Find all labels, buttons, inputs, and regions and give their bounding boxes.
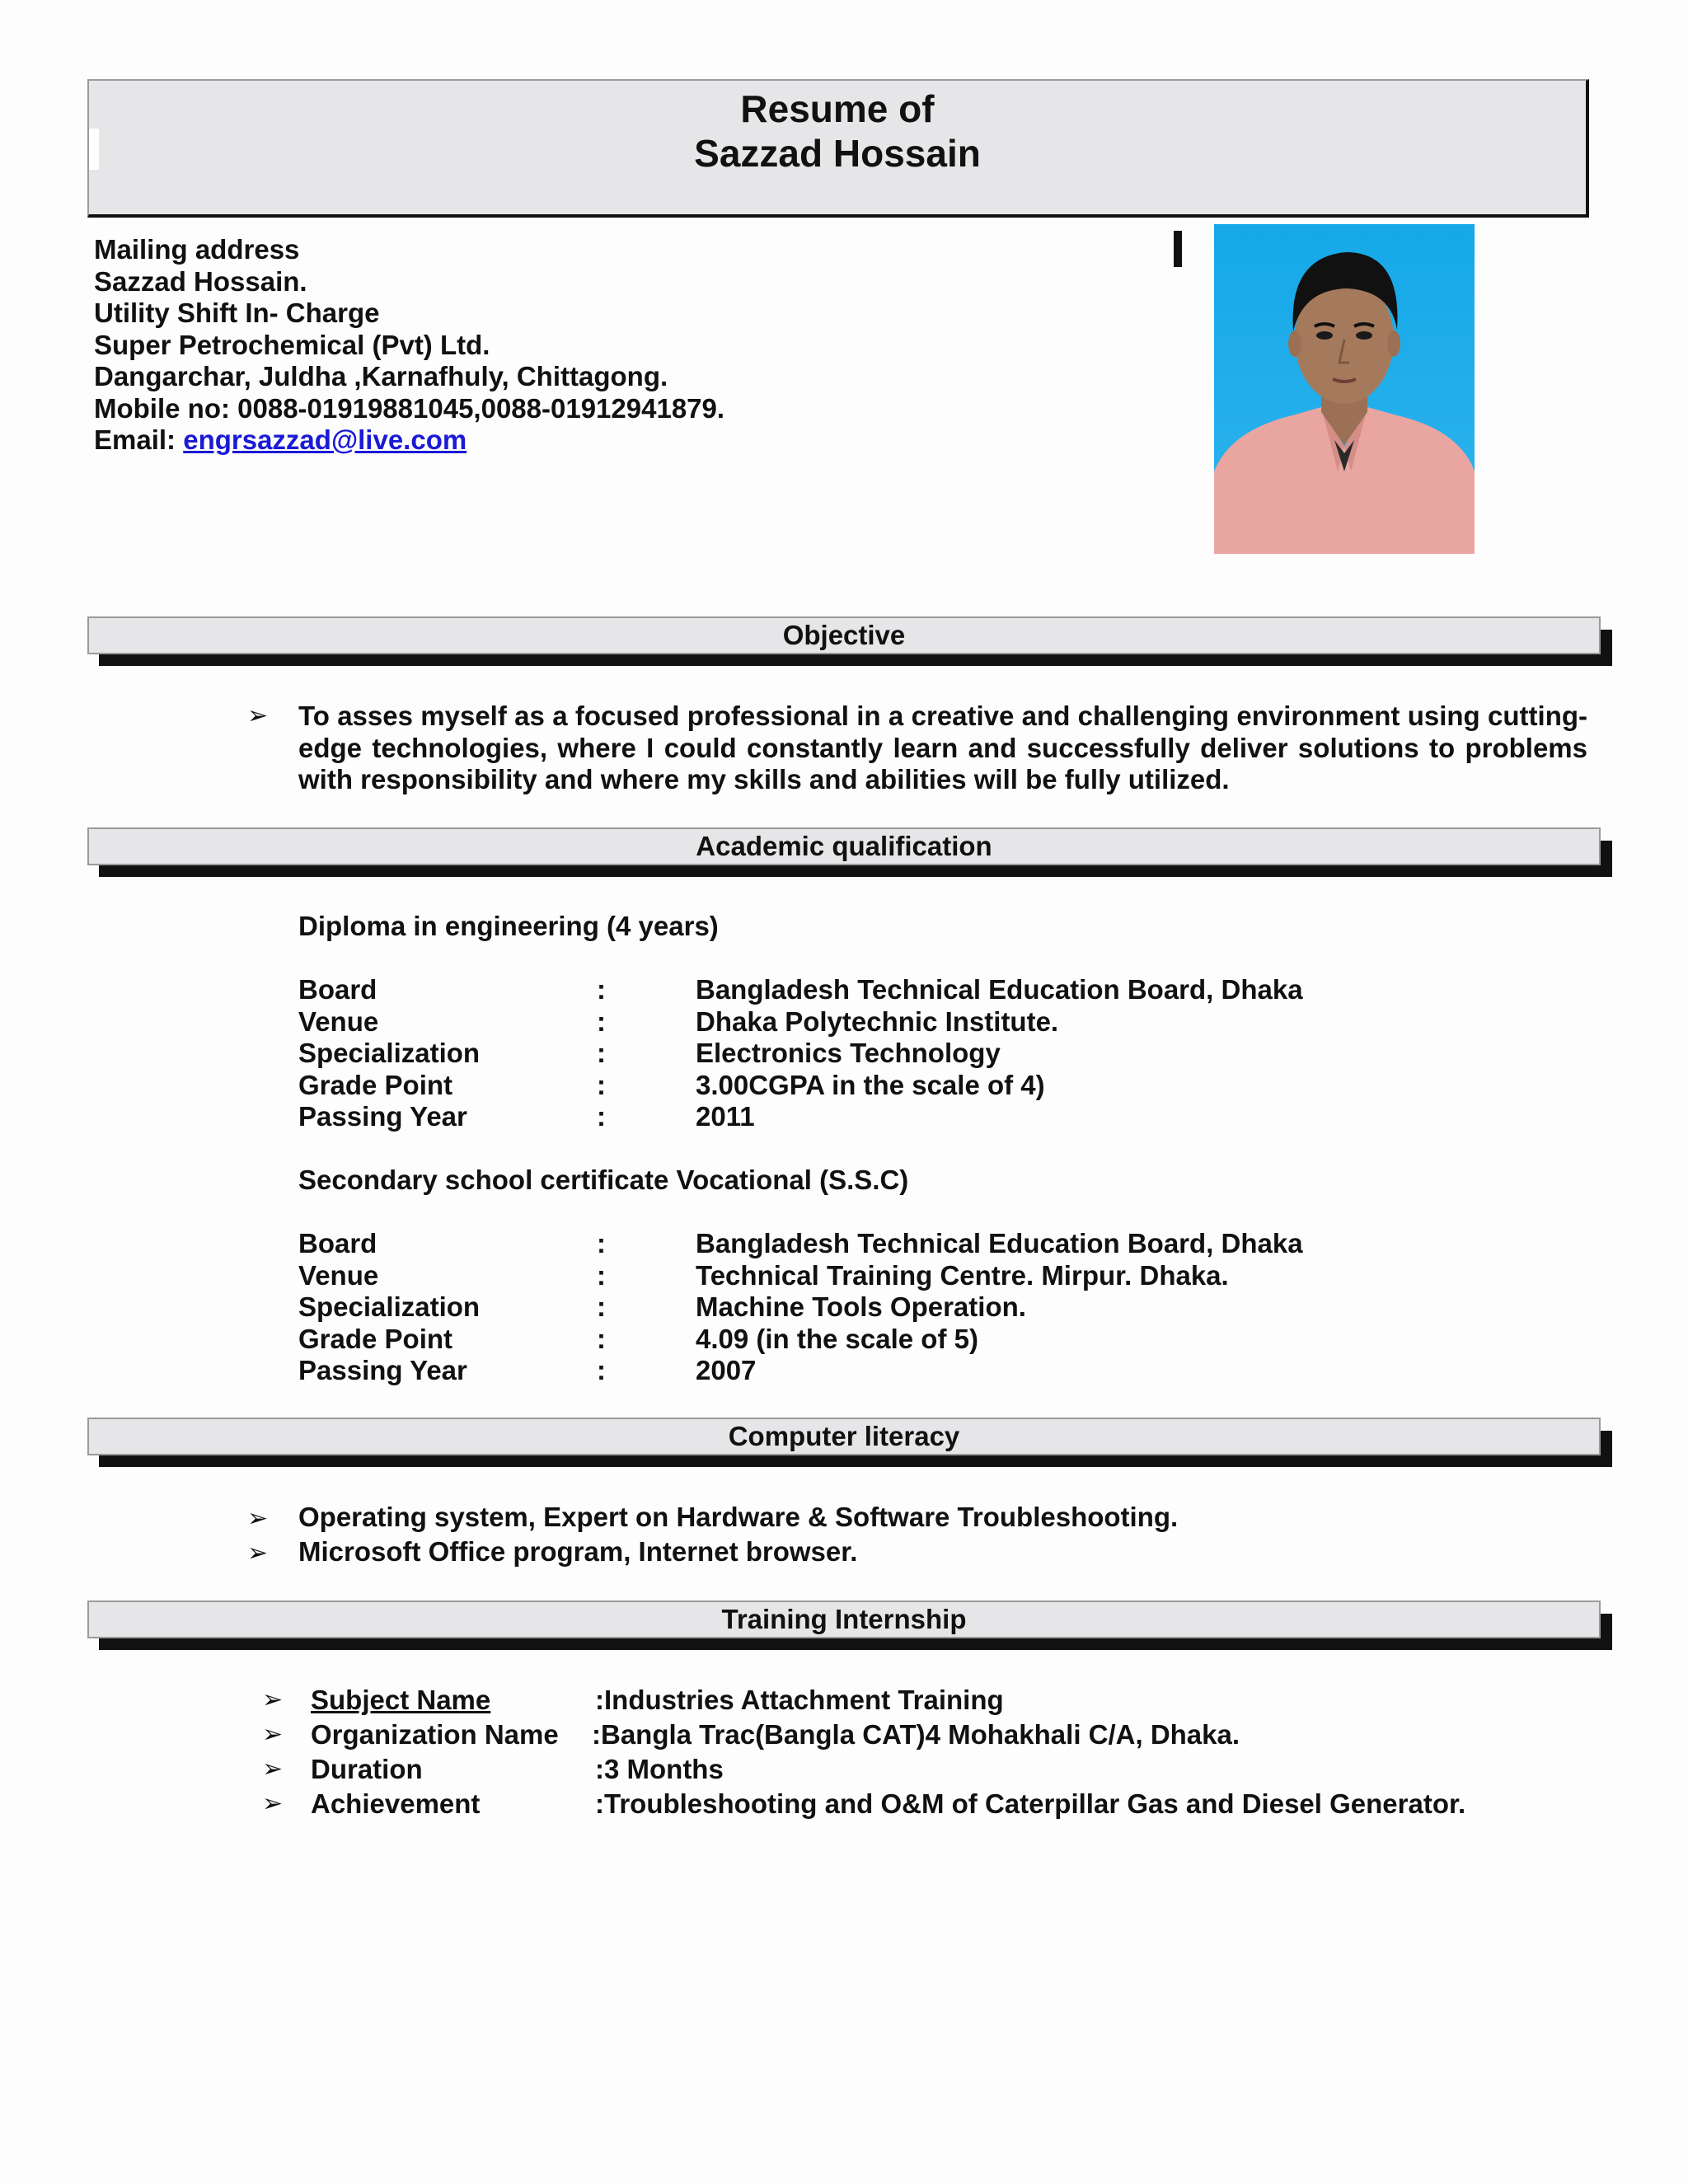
resume-title-box — [87, 79, 1589, 218]
profile-photo — [1214, 224, 1475, 554]
training-header: Training Internship — [87, 1601, 1601, 1638]
table-row: Board : Bangladesh Technical Education Board, Dhaka — [298, 974, 1303, 1005]
objective-text: To asses myself as a focused professional in a creative and challenging environment using cutting-edge technologies, where I could constantly learn and successfully deliver solutions to problems with responsibility and where my skills and abilities will be fully utilized. — [298, 701, 1587, 794]
academic-header: Academic qualification — [87, 827, 1601, 865]
title-notch-decoration — [89, 129, 99, 170]
mailing-company: Super Petrochemical (Pvt) Ltd. — [94, 329, 490, 360]
candidate-name: Sazzad Hossain — [694, 132, 981, 175]
table-row: Grade Point : 4.09 (in the scale of 5) — [298, 1323, 978, 1354]
mailing-name: Sazzad Hossain. — [94, 265, 307, 297]
decorative-bar — [1174, 231, 1182, 267]
bullet-arrow-icon: ➢ — [262, 1755, 284, 1783]
mailing-position: Utility Shift In- Charge — [94, 298, 380, 328]
table-row: Specialization : Electronics Technology — [298, 1038, 1001, 1068]
email-link[interactable]: engrsazzad@live.com — [183, 424, 467, 455]
resume-title: Resume of — [740, 87, 935, 130]
list-item: ➢ Operating system, Expert on Hardware & Software Troubleshooting. — [247, 1502, 1178, 1535]
email-label: Email: — [94, 424, 176, 455]
bullet-arrow-icon: ➢ — [262, 1721, 284, 1748]
bullet-arrow-icon: ➢ — [247, 702, 269, 729]
table-row: Grade Point : 3.00CGPA in the scale of 4) — [298, 1069, 1045, 1100]
ssc-title: Secondary school certificate Vocational (S.S.C) — [298, 1165, 909, 1195]
list-item: ➢ Microsoft Office program, Internet browser. — [247, 1536, 857, 1570]
table-row: Venue : Dhaka Polytechnic Institute. — [298, 1005, 1059, 1037]
table-row: Venue : Technical Training Centre. Mirpur. Dhaka. — [298, 1259, 1229, 1291]
bullet-arrow-icon: ➢ — [262, 1790, 284, 1817]
computer-header: Computer literacy — [87, 1418, 1601, 1455]
mailing-email-line — [94, 424, 724, 457]
bullet-arrow-icon: ➢ — [247, 1540, 269, 1567]
ssc-block — [298, 1165, 1303, 1387]
mailing-location: Dangarchar, Juldha ,Karnafhuly, Chittagong. — [94, 361, 668, 391]
bullet-arrow-icon: ➢ — [247, 1505, 269, 1532]
mailing-mobile: Mobile no: 0088-01919881045,0088-01912941879. — [94, 392, 725, 424]
table-row: Board : Bangladesh Technical Education Board, Dhaka — [298, 1228, 1303, 1258]
diploma-block — [298, 911, 1303, 1133]
table-row: Specialization : Machine Tools Operation. — [298, 1291, 1026, 1322]
mailing-address — [94, 234, 724, 457]
bullet-arrow-icon: ➢ — [262, 1686, 284, 1713]
objective-header: Objective — [87, 616, 1601, 654]
diploma-title: Diploma in engineering (4 years) — [298, 911, 719, 941]
table-row: Passing Year : 2011 — [298, 1101, 755, 1132]
mailing-heading: Mailing address — [94, 234, 300, 265]
table-row: Passing Year : 2007 — [298, 1355, 757, 1385]
